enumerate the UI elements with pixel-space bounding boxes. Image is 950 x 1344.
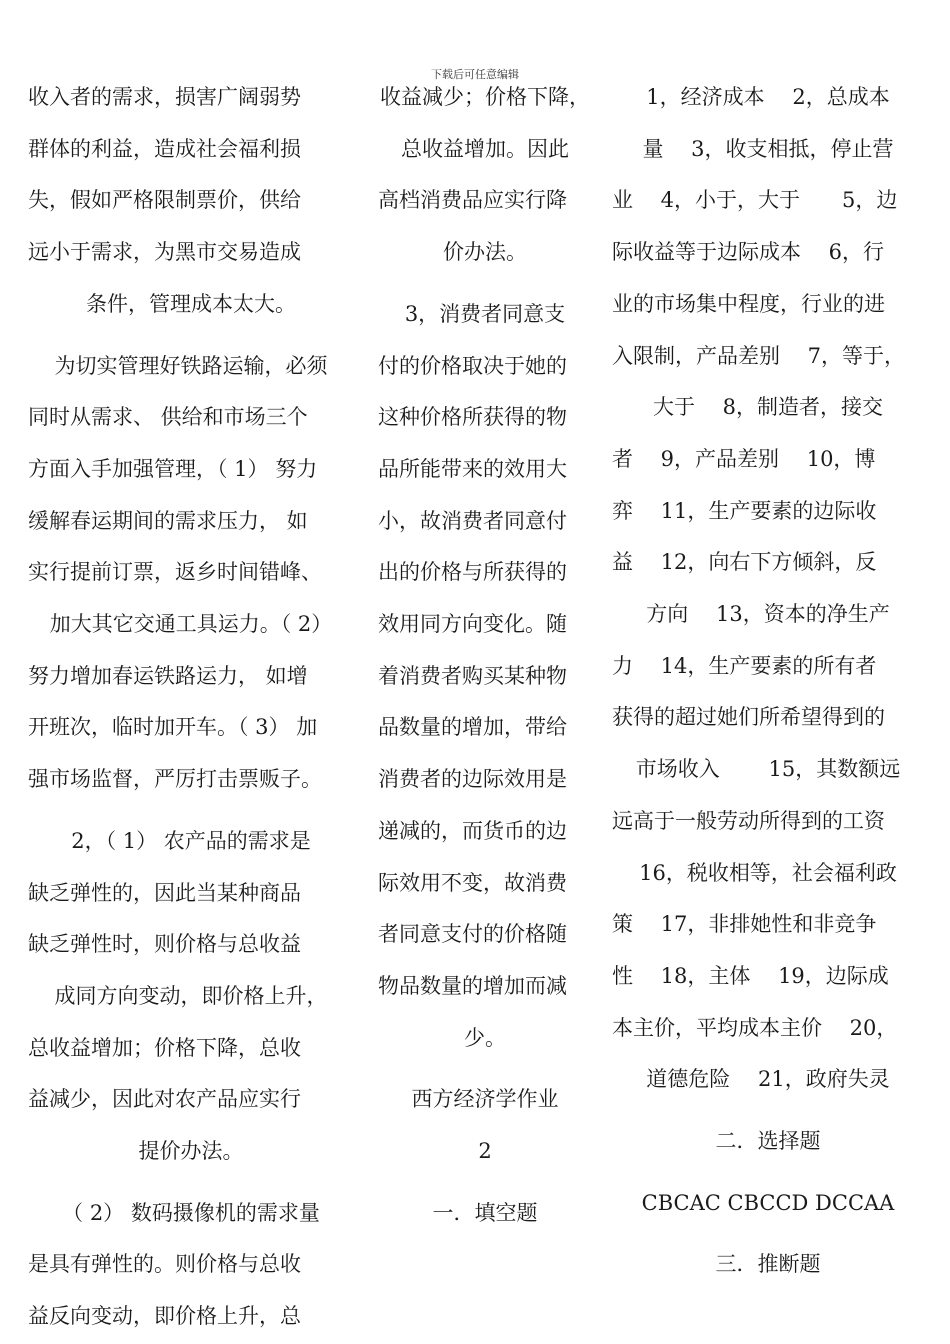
text-line: 实行提前订票，返乡时间错峰、 xyxy=(28,560,322,585)
paragraph-gap xyxy=(612,1229,924,1239)
text-line: 出的价格与所获得的 xyxy=(378,560,567,585)
text-line: 收入者的需求，损害广阔弱势 xyxy=(28,85,301,109)
text-line: 3，消费者同意支 xyxy=(404,301,566,326)
text-line: 总收益增加；价格下降，总收 xyxy=(28,1035,301,1060)
paragraph-gap xyxy=(28,1178,354,1188)
text-line: 收益减少；价格下降， xyxy=(380,85,590,109)
text-line: 付的价格取决于她的 xyxy=(378,353,567,378)
text-line: 强市场监督，严厉打击票贩子。 xyxy=(28,767,322,792)
text-line: 这种价格所获得的物 xyxy=(378,405,567,430)
text-line: 量 3，收支相抵，停止营 xyxy=(642,136,894,161)
text-line: 策 17，非排她性和非竞争 xyxy=(612,912,877,937)
text-line: 少。 xyxy=(464,1025,506,1050)
text-line: 道德危险 21，政府失灵 xyxy=(646,1067,890,1092)
text-line: 性 18，主体 19，边际成 xyxy=(612,963,889,988)
text-line: 本主价，平均成本主价 20， xyxy=(612,1015,898,1040)
text-line: 大于 8，制造者，接交 xyxy=(652,395,884,420)
text-line: 缺乏弹性时，则价格与总收益 xyxy=(28,932,301,957)
text-column-right xyxy=(612,72,924,1291)
text-line: 际效用不变，故消费 xyxy=(378,870,567,895)
page-header: 下载后可任意编辑 xyxy=(431,68,519,81)
text-line: 16，税收相等，社会福利政 xyxy=(639,860,897,885)
paragraph-gap xyxy=(612,1106,924,1116)
text-line: 一．填空题 xyxy=(432,1200,538,1225)
text-line: 条件，管理成本太大。 xyxy=(86,291,296,316)
paragraph-gap xyxy=(28,806,354,816)
text-line: 品数量的增加，带给 xyxy=(378,715,567,740)
text-line: 三．推断题 xyxy=(715,1252,821,1277)
text-line: 益 12，向右下方倾斜，反 xyxy=(612,550,877,575)
text-line: 同时从需求、 供给和市场三个 xyxy=(28,405,308,430)
text-line: 缓解春运期间的需求压力， 如 xyxy=(28,508,308,533)
text-line: 方面入手加强管理，（ 1） 努力 xyxy=(28,456,318,481)
text-line: 成同方向变动，即价格上升， xyxy=(54,983,328,1008)
text-line: 提价办法。 xyxy=(138,1139,244,1164)
text-line: CBCAC CBCCD DCCAA xyxy=(641,1190,895,1215)
paragraph-gap xyxy=(378,1178,592,1188)
paragraph-gap xyxy=(612,1168,924,1178)
text-line: 际收益等于边际成本 6，行 xyxy=(612,240,885,265)
text-line: 为切实管理好铁路运输，必须 xyxy=(54,353,328,378)
text-line: 西方经济学作业 xyxy=(411,1087,559,1112)
text-line: 二．选择题 xyxy=(715,1129,821,1154)
text-line: 市场收入 15，其数额远 xyxy=(635,757,901,782)
text-line: 方向 13，资本的净生产 xyxy=(646,602,890,627)
paragraph-gap xyxy=(28,331,354,341)
text-line: 益反向变动，即价格上升，总 xyxy=(28,1304,301,1329)
text-line: 品所能带来的效用大 xyxy=(378,456,567,481)
text-line: 递减的，而货币的边 xyxy=(378,818,567,843)
text-line: 业 4，小于，大于 5，边 xyxy=(612,188,898,213)
text-line: 物品数量的增加而减 xyxy=(378,973,567,998)
paragraph-gap xyxy=(378,279,592,289)
text-line: 者 9，产品差别 10，博 xyxy=(612,446,876,471)
text-column-left xyxy=(28,72,354,1343)
text-line: 努力增加春运铁路运力， 如增 xyxy=(28,663,308,688)
text-line: 弈 11，生产要素的边际收 xyxy=(612,498,877,523)
text-line: 群体的利益，造成社会福利损 xyxy=(28,136,301,161)
text-line: 是具有弹性的。则价格与总收 xyxy=(28,1252,301,1277)
text-line: 1，经济成本 2，总成本 xyxy=(646,85,890,109)
text-line: 益减少，因此对农产品应实行 xyxy=(28,1087,301,1112)
text-line: 力 14，生产要素的所有者 xyxy=(612,653,877,678)
text-line: 效用同方向变化。随 xyxy=(378,612,567,637)
text-column-middle xyxy=(378,72,592,1239)
text-line: 者同意支付的价格随 xyxy=(378,922,567,947)
text-line: 远小于需求，为黑市交易造成 xyxy=(28,240,301,265)
text-line: 入限制，产品差别 7，等于， xyxy=(612,343,906,368)
paragraph-gap xyxy=(378,1064,592,1074)
text-line: 远高于一般劳动所得到的工资 xyxy=(612,808,885,833)
text-line: 价办法。 xyxy=(443,240,527,265)
text-line: 消费者的边际效用是 xyxy=(378,767,567,792)
text-line: 总收益增加。因此 xyxy=(401,136,569,161)
text-line: 获得的超过她们所希望得到的 xyxy=(612,705,885,730)
text-line: 着消费者购买某种物 xyxy=(378,663,567,688)
text-line: 缺乏弹性的，因此当某种商品 xyxy=(28,880,301,905)
text-line: （ 2） 数码摄像机的需求量 xyxy=(62,1200,320,1225)
text-line: 业的市场集中程度，行业的进 xyxy=(612,291,885,316)
text-line: 2 xyxy=(478,1139,492,1164)
text-line: 失，假如严格限制票价，供给 xyxy=(28,188,301,213)
text-line: 加大其它交通工具运力。（ 2） xyxy=(49,612,333,637)
text-line: 2，（ 1） 农产品的需求是 xyxy=(71,828,311,853)
text-line: 高档消费品应实行降 xyxy=(378,188,567,213)
text-line: 小，故消费者同意付 xyxy=(378,508,567,533)
text-line: 开班次，临时加开车。（ 3） 加 xyxy=(28,715,318,740)
